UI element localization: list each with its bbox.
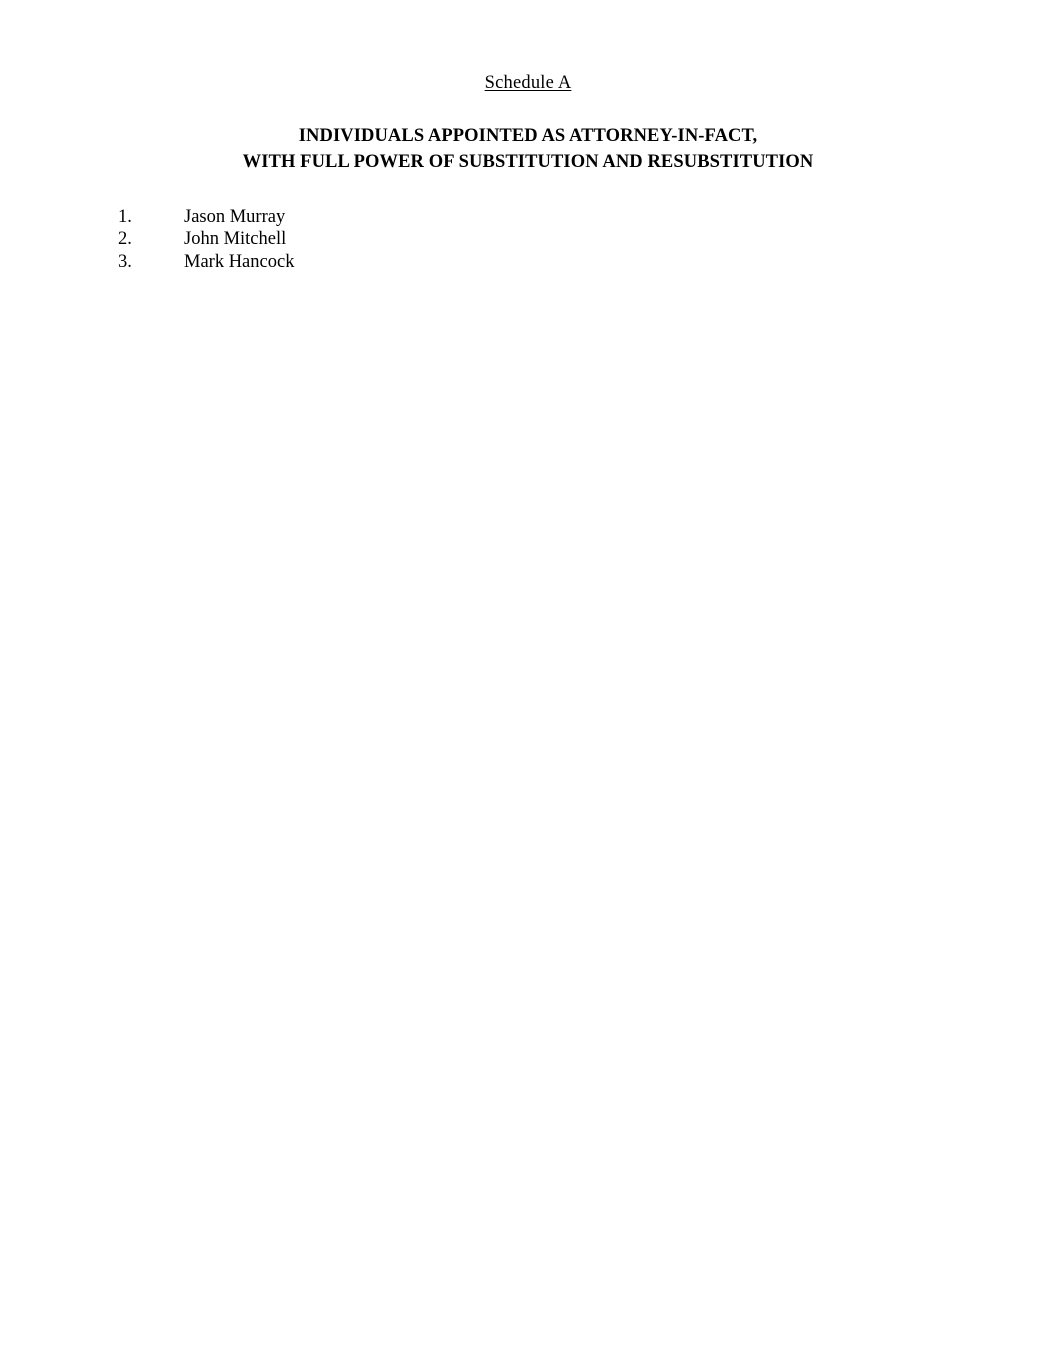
list-item-number: 3. — [118, 252, 132, 273]
document-heading — [118, 123, 938, 176]
list-item-number: 1. — [118, 206, 132, 227]
list-item-number: 2. — [118, 229, 132, 250]
list-item — [118, 228, 938, 251]
page-title: Schedule A — [484, 73, 572, 93]
list-item-label: Jason Murray — [184, 206, 286, 227]
list-item — [118, 206, 938, 229]
list-item-label: John Mitchell — [184, 229, 287, 250]
document-body — [118, 72, 938, 274]
list-item — [118, 251, 938, 274]
heading-line-2: WITH FULL POWER OF SUBSTITUTION AND RESUBSTITUTION — [242, 152, 814, 173]
appointed-individuals-list — [118, 206, 938, 274]
list-item-label: Mark Hancock — [184, 252, 295, 273]
heading-line-1: INDIVIDUALS APPOINTED AS ATTORNEY-IN-FACT, — [298, 126, 758, 147]
